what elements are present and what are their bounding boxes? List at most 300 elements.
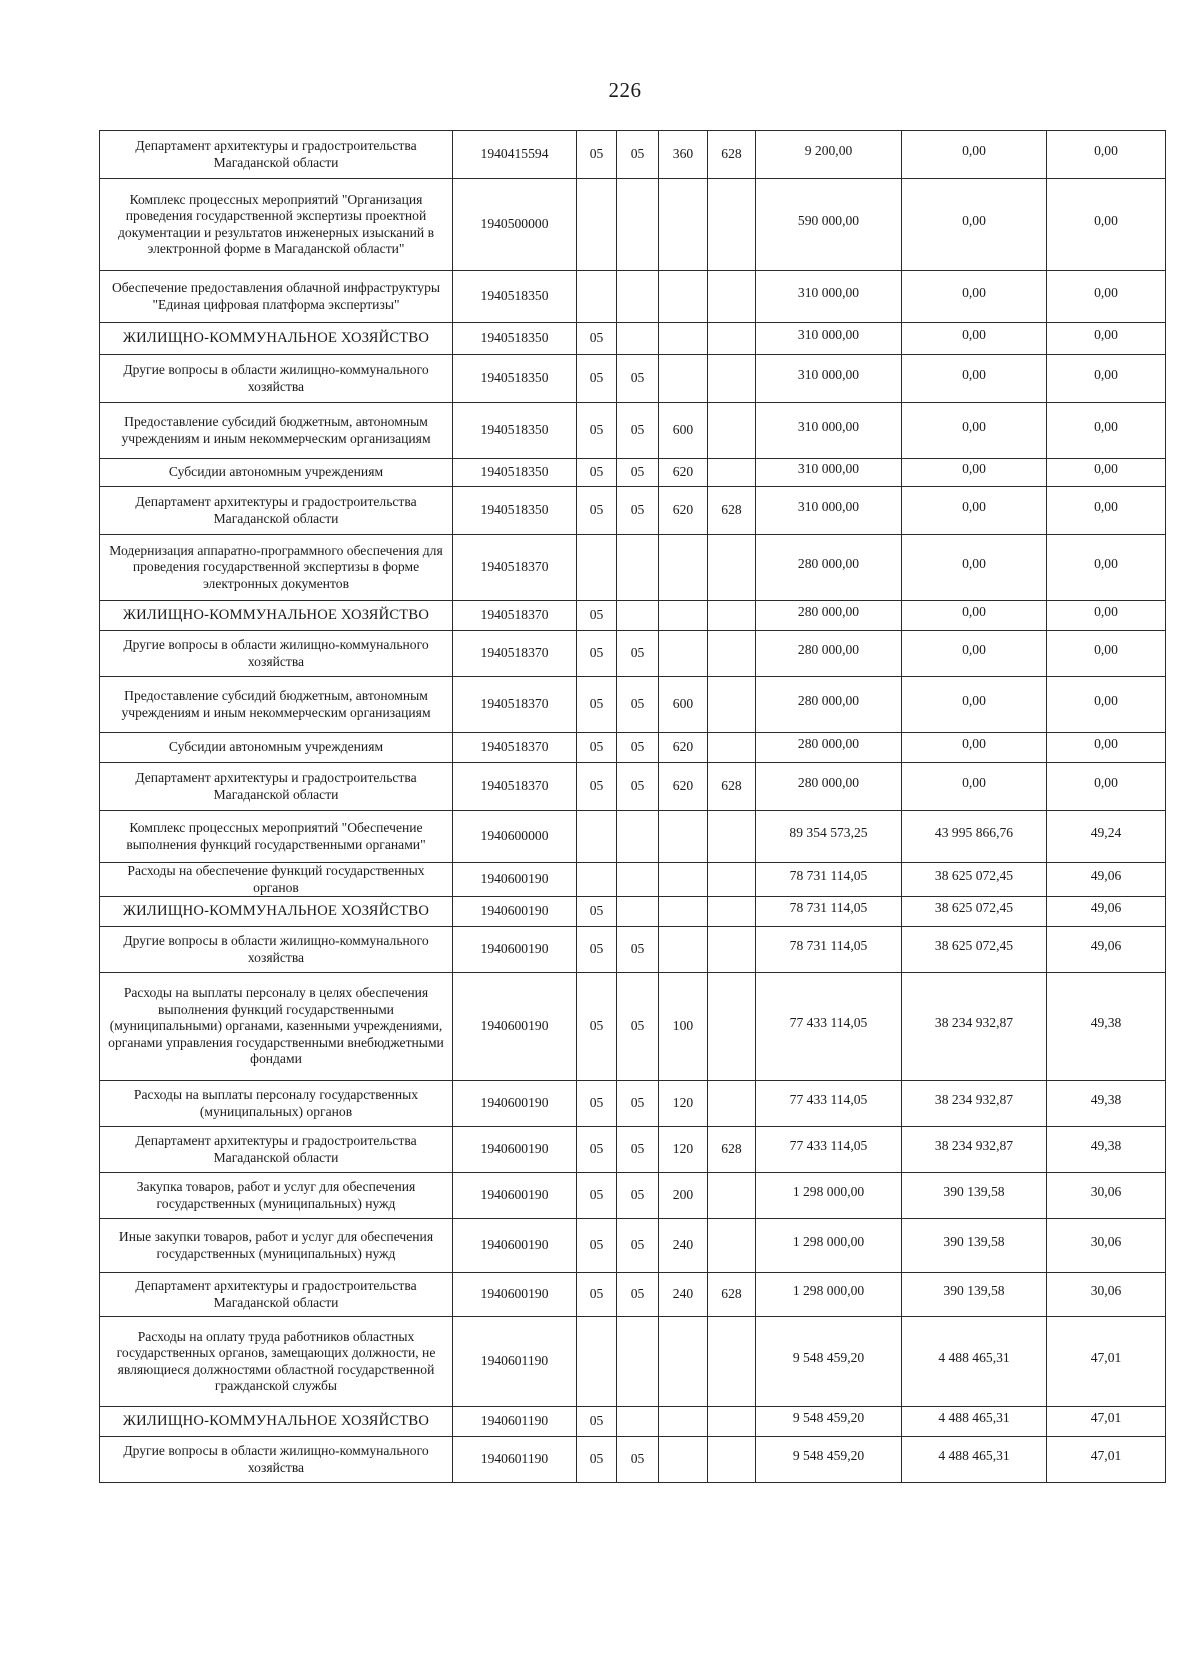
row-admin-code bbox=[708, 863, 756, 897]
row-executed-amount bbox=[902, 459, 1047, 487]
row-executed-amount-value: 43 995 866,76 bbox=[934, 825, 1014, 841]
row-target-code: 1940601190 bbox=[453, 1317, 577, 1407]
table-row bbox=[100, 487, 1166, 535]
row-target-code: 1940601190 bbox=[453, 1407, 577, 1437]
row-executed-amount-value: 0,00 bbox=[962, 556, 986, 572]
row-execution-percent bbox=[1047, 763, 1166, 811]
row-admin-code bbox=[708, 1173, 756, 1219]
row-executed-amount-value: 0,00 bbox=[962, 419, 986, 435]
row-executed-amount bbox=[902, 1173, 1047, 1219]
row-executed-amount-value: 0,00 bbox=[962, 693, 986, 709]
row-execution-percent-value: 49,38 bbox=[1090, 1092, 1122, 1108]
row-planned-amount-value: 590 000,00 bbox=[797, 213, 860, 229]
row-subsection bbox=[617, 1317, 659, 1407]
row-name: Департамент архитектуры и градостроительства Магаданской области bbox=[100, 763, 453, 811]
table-row bbox=[100, 1317, 1166, 1407]
row-execution-percent-value: 0,00 bbox=[1094, 461, 1118, 477]
row-executed-amount-value: 0,00 bbox=[962, 367, 986, 383]
row-admin-code bbox=[708, 1317, 756, 1407]
row-subsection bbox=[617, 271, 659, 323]
row-name: ЖИЛИЩНО-КОММУНАЛЬНОЕ ХОЗЯЙСТВО bbox=[100, 323, 453, 355]
row-admin-code bbox=[708, 677, 756, 733]
row-execution-percent bbox=[1047, 1081, 1166, 1127]
row-executed-amount bbox=[902, 927, 1047, 973]
row-execution-percent bbox=[1047, 1127, 1166, 1173]
budget-table bbox=[99, 130, 1166, 1483]
row-target-code: 1940518350 bbox=[453, 355, 577, 403]
row-subsection: 05 bbox=[617, 1127, 659, 1173]
row-expense-type: 120 bbox=[659, 1127, 708, 1173]
row-execution-percent-value: 49,38 bbox=[1090, 1138, 1122, 1154]
row-admin-code bbox=[708, 323, 756, 355]
row-target-code: 1940518370 bbox=[453, 535, 577, 601]
row-expense-type: 240 bbox=[659, 1219, 708, 1273]
row-executed-amount-value: 0,00 bbox=[962, 775, 986, 791]
row-planned-amount-value: 78 731 114,05 bbox=[789, 868, 868, 884]
row-planned-amount-value: 78 731 114,05 bbox=[789, 900, 868, 916]
row-name: Предоставление субсидий бюджетным, автономным учреждениям и иным некоммерческим организациям bbox=[100, 677, 453, 733]
row-execution-percent bbox=[1047, 271, 1166, 323]
row-subsection: 05 bbox=[617, 631, 659, 677]
row-planned-amount bbox=[756, 459, 902, 487]
row-executed-amount bbox=[902, 811, 1047, 863]
row-target-code: 1940600190 bbox=[453, 1127, 577, 1173]
row-name: Расходы на обеспечение функций государственных органов bbox=[100, 863, 453, 897]
row-execution-percent bbox=[1047, 179, 1166, 271]
row-target-code: 1940600190 bbox=[453, 973, 577, 1081]
row-execution-percent-value: 0,00 bbox=[1094, 556, 1118, 572]
row-executed-amount bbox=[902, 1219, 1047, 1273]
row-admin-code bbox=[708, 1437, 756, 1483]
row-subsection bbox=[617, 811, 659, 863]
row-section: 05 bbox=[577, 631, 617, 677]
row-target-code: 1940600190 bbox=[453, 1081, 577, 1127]
row-expense-type bbox=[659, 179, 708, 271]
row-section: 05 bbox=[577, 677, 617, 733]
row-admin-code bbox=[708, 459, 756, 487]
row-execution-percent-value: 0,00 bbox=[1094, 143, 1118, 159]
row-admin-code bbox=[708, 631, 756, 677]
row-executed-amount-value: 38 234 932,87 bbox=[934, 1092, 1014, 1108]
row-execution-percent-value: 30,06 bbox=[1090, 1184, 1122, 1200]
row-admin-code bbox=[708, 1081, 756, 1127]
row-execution-percent-value: 47,01 bbox=[1090, 1350, 1122, 1366]
row-target-code: 1940518350 bbox=[453, 487, 577, 535]
row-planned-amount bbox=[756, 763, 902, 811]
row-planned-amount-value: 280 000,00 bbox=[797, 736, 860, 752]
row-expense-type: 200 bbox=[659, 1173, 708, 1219]
table-body bbox=[100, 131, 1166, 1483]
table-row bbox=[100, 733, 1166, 763]
row-execution-percent-value: 47,01 bbox=[1090, 1410, 1122, 1426]
row-executed-amount-value: 0,00 bbox=[962, 285, 986, 301]
row-executed-amount-value: 38 625 072,45 bbox=[934, 900, 1014, 916]
row-name: Другие вопросы в области жилищно-коммунального хозяйства bbox=[100, 1437, 453, 1483]
row-executed-amount bbox=[902, 487, 1047, 535]
row-executed-amount bbox=[902, 1437, 1047, 1483]
row-planned-amount-value: 310 000,00 bbox=[797, 499, 860, 515]
row-execution-percent bbox=[1047, 733, 1166, 763]
row-planned-amount-value: 310 000,00 bbox=[797, 367, 860, 383]
row-name: Субсидии автономным учреждениям bbox=[100, 459, 453, 487]
row-planned-amount-value: 310 000,00 bbox=[797, 419, 860, 435]
table-row bbox=[100, 927, 1166, 973]
row-subsection: 05 bbox=[617, 1437, 659, 1483]
table-row bbox=[100, 811, 1166, 863]
table-row bbox=[100, 1407, 1166, 1437]
row-admin-code bbox=[708, 811, 756, 863]
row-admin-code bbox=[708, 535, 756, 601]
table-row bbox=[100, 271, 1166, 323]
row-executed-amount-value: 0,00 bbox=[962, 642, 986, 658]
row-planned-amount-value: 77 433 114,05 bbox=[789, 1015, 868, 1031]
row-admin-code: 628 bbox=[708, 1273, 756, 1317]
row-planned-amount bbox=[756, 863, 902, 897]
row-execution-percent-value: 0,00 bbox=[1094, 775, 1118, 791]
row-execution-percent-value: 49,06 bbox=[1090, 938, 1122, 954]
row-target-code: 1940518370 bbox=[453, 601, 577, 631]
row-executed-amount bbox=[902, 403, 1047, 459]
row-execution-percent bbox=[1047, 601, 1166, 631]
row-execution-percent-value: 0,00 bbox=[1094, 693, 1118, 709]
row-execution-percent-value: 0,00 bbox=[1094, 213, 1118, 229]
row-planned-amount-value: 1 298 000,00 bbox=[792, 1234, 865, 1250]
table-row bbox=[100, 1219, 1166, 1273]
row-target-code: 1940600190 bbox=[453, 927, 577, 973]
row-planned-amount bbox=[756, 631, 902, 677]
row-admin-code bbox=[708, 355, 756, 403]
row-target-code: 1940500000 bbox=[453, 179, 577, 271]
row-planned-amount-value: 280 000,00 bbox=[797, 693, 860, 709]
row-name: Департамент архитектуры и градостроительства Магаданской области bbox=[100, 1273, 453, 1317]
row-execution-percent-value: 0,00 bbox=[1094, 736, 1118, 752]
row-target-code: 1940600190 bbox=[453, 1273, 577, 1317]
row-execution-percent-value: 0,00 bbox=[1094, 642, 1118, 658]
row-execution-percent bbox=[1047, 897, 1166, 927]
row-executed-amount bbox=[902, 863, 1047, 897]
row-target-code: 1940518370 bbox=[453, 631, 577, 677]
row-planned-amount bbox=[756, 1173, 902, 1219]
row-admin-code bbox=[708, 733, 756, 763]
row-execution-percent bbox=[1047, 459, 1166, 487]
row-section bbox=[577, 1317, 617, 1407]
row-section: 05 bbox=[577, 1273, 617, 1317]
row-executed-amount bbox=[902, 733, 1047, 763]
table-row bbox=[100, 1081, 1166, 1127]
row-admin-code bbox=[708, 1407, 756, 1437]
row-section: 05 bbox=[577, 1437, 617, 1483]
row-execution-percent bbox=[1047, 487, 1166, 535]
row-planned-amount-value: 89 354 573,25 bbox=[789, 825, 868, 841]
row-admin-code bbox=[708, 1219, 756, 1273]
row-subsection: 05 bbox=[617, 733, 659, 763]
row-target-code: 1940600190 bbox=[453, 1173, 577, 1219]
row-execution-percent bbox=[1047, 355, 1166, 403]
row-planned-amount-value: 310 000,00 bbox=[797, 327, 860, 343]
row-execution-percent bbox=[1047, 631, 1166, 677]
row-planned-amount bbox=[756, 535, 902, 601]
row-execution-percent-value: 30,06 bbox=[1090, 1283, 1122, 1299]
table-row bbox=[100, 179, 1166, 271]
row-execution-percent-value: 0,00 bbox=[1094, 499, 1118, 515]
row-section: 05 bbox=[577, 323, 617, 355]
row-subsection bbox=[617, 897, 659, 927]
row-name: Департамент архитектуры и градостроительства Магаданской области bbox=[100, 487, 453, 535]
row-executed-amount bbox=[902, 1127, 1047, 1173]
row-planned-amount bbox=[756, 973, 902, 1081]
row-name: Департамент архитектуры и градостроительства Магаданской области bbox=[100, 1127, 453, 1173]
row-executed-amount bbox=[902, 897, 1047, 927]
row-executed-amount-value: 0,00 bbox=[962, 461, 986, 477]
row-section bbox=[577, 179, 617, 271]
row-subsection: 05 bbox=[617, 459, 659, 487]
row-executed-amount-value: 38 234 932,87 bbox=[934, 1138, 1014, 1154]
row-planned-amount bbox=[756, 1127, 902, 1173]
row-subsection bbox=[617, 323, 659, 355]
row-name: Департамент архитектуры и градостроительства Магаданской области bbox=[100, 131, 453, 179]
row-section: 05 bbox=[577, 1081, 617, 1127]
row-planned-amount bbox=[756, 1407, 902, 1437]
row-name: Расходы на оплату труда работников областных государственных органов, замещающих должности, не являющиеся должностями областной государственной гражданской службы bbox=[100, 1317, 453, 1407]
row-expense-type bbox=[659, 271, 708, 323]
row-admin-code bbox=[708, 271, 756, 323]
row-admin-code: 628 bbox=[708, 1127, 756, 1173]
table-row bbox=[100, 1273, 1166, 1317]
row-planned-amount bbox=[756, 927, 902, 973]
row-executed-amount bbox=[902, 271, 1047, 323]
row-executed-amount-value: 4 488 465,31 bbox=[938, 1448, 1010, 1464]
row-section: 05 bbox=[577, 973, 617, 1081]
row-planned-amount-value: 1 298 000,00 bbox=[792, 1184, 865, 1200]
row-planned-amount bbox=[756, 131, 902, 179]
row-expense-type bbox=[659, 1407, 708, 1437]
row-planned-amount-value: 310 000,00 bbox=[797, 461, 860, 477]
table-row bbox=[100, 131, 1166, 179]
row-executed-amount bbox=[902, 763, 1047, 811]
row-executed-amount-value: 38 625 072,45 bbox=[934, 938, 1014, 954]
row-execution-percent-value: 30,06 bbox=[1090, 1234, 1122, 1250]
row-execution-percent bbox=[1047, 403, 1166, 459]
row-section bbox=[577, 863, 617, 897]
row-planned-amount bbox=[756, 1273, 902, 1317]
row-executed-amount bbox=[902, 355, 1047, 403]
table-row bbox=[100, 973, 1166, 1081]
row-expense-type bbox=[659, 863, 708, 897]
row-target-code: 1940518350 bbox=[453, 323, 577, 355]
row-target-code: 1940600000 bbox=[453, 811, 577, 863]
row-section: 05 bbox=[577, 897, 617, 927]
row-planned-amount-value: 1 298 000,00 bbox=[792, 1283, 865, 1299]
row-section bbox=[577, 811, 617, 863]
row-name: Субсидии автономным учреждениям bbox=[100, 733, 453, 763]
page-number: 226 bbox=[608, 78, 642, 102]
row-execution-percent-value: 0,00 bbox=[1094, 419, 1118, 435]
table-row bbox=[100, 355, 1166, 403]
table-row bbox=[100, 1127, 1166, 1173]
table-row bbox=[100, 459, 1166, 487]
row-name: ЖИЛИЩНО-КОММУНАЛЬНОЕ ХОЗЯЙСТВО bbox=[100, 897, 453, 927]
row-execution-percent bbox=[1047, 811, 1166, 863]
row-section: 05 bbox=[577, 601, 617, 631]
row-expense-type bbox=[659, 897, 708, 927]
row-section: 05 bbox=[577, 487, 617, 535]
row-expense-type bbox=[659, 323, 708, 355]
row-executed-amount-value: 38 234 932,87 bbox=[934, 1015, 1014, 1031]
row-subsection: 05 bbox=[617, 403, 659, 459]
row-subsection: 05 bbox=[617, 677, 659, 733]
row-planned-amount-value: 280 000,00 bbox=[797, 556, 860, 572]
row-execution-percent bbox=[1047, 131, 1166, 179]
table-row bbox=[100, 601, 1166, 631]
row-section: 05 bbox=[577, 763, 617, 811]
row-name: Другие вопросы в области жилищно-коммунального хозяйства bbox=[100, 355, 453, 403]
row-target-code: 1940600190 bbox=[453, 1219, 577, 1273]
row-subsection: 05 bbox=[617, 1173, 659, 1219]
row-executed-amount bbox=[902, 131, 1047, 179]
row-target-code: 1940518370 bbox=[453, 677, 577, 733]
row-target-code: 1940518350 bbox=[453, 459, 577, 487]
row-executed-amount-value: 0,00 bbox=[962, 213, 986, 229]
row-planned-amount-value: 280 000,00 bbox=[797, 642, 860, 658]
row-executed-amount-value: 38 625 072,45 bbox=[934, 868, 1014, 884]
row-expense-type: 360 bbox=[659, 131, 708, 179]
row-planned-amount bbox=[756, 1317, 902, 1407]
table-row bbox=[100, 863, 1166, 897]
row-admin-code bbox=[708, 927, 756, 973]
row-execution-percent bbox=[1047, 863, 1166, 897]
row-planned-amount bbox=[756, 811, 902, 863]
row-executed-amount bbox=[902, 1317, 1047, 1407]
table-row bbox=[100, 1173, 1166, 1219]
row-admin-code bbox=[708, 973, 756, 1081]
row-subsection: 05 bbox=[617, 1081, 659, 1127]
row-admin-code bbox=[708, 179, 756, 271]
row-execution-percent bbox=[1047, 927, 1166, 973]
table-row bbox=[100, 403, 1166, 459]
row-expense-type bbox=[659, 811, 708, 863]
row-target-code: 1940518350 bbox=[453, 403, 577, 459]
row-executed-amount bbox=[902, 1081, 1047, 1127]
row-executed-amount-value: 0,00 bbox=[962, 143, 986, 159]
row-target-code: 1940415594 bbox=[453, 131, 577, 179]
row-admin-code bbox=[708, 601, 756, 631]
row-execution-percent bbox=[1047, 1273, 1166, 1317]
row-expense-type: 120 bbox=[659, 1081, 708, 1127]
row-subsection: 05 bbox=[617, 487, 659, 535]
row-planned-amount bbox=[756, 271, 902, 323]
row-planned-amount-value: 77 433 114,05 bbox=[789, 1138, 868, 1154]
row-planned-amount-value: 78 731 114,05 bbox=[789, 938, 868, 954]
row-execution-percent-value: 49,38 bbox=[1090, 1015, 1122, 1031]
row-section: 05 bbox=[577, 1127, 617, 1173]
row-planned-amount-value: 9 548 459,20 bbox=[792, 1448, 865, 1464]
row-executed-amount bbox=[902, 1407, 1047, 1437]
row-subsection bbox=[617, 1407, 659, 1437]
row-execution-percent-value: 49,24 bbox=[1090, 825, 1122, 841]
row-execution-percent-value: 0,00 bbox=[1094, 367, 1118, 383]
row-expense-type bbox=[659, 1437, 708, 1483]
row-execution-percent bbox=[1047, 535, 1166, 601]
row-executed-amount bbox=[902, 179, 1047, 271]
row-subsection: 05 bbox=[617, 355, 659, 403]
row-executed-amount-value: 390 139,58 bbox=[943, 1234, 1005, 1250]
row-expense-type bbox=[659, 1317, 708, 1407]
table-row bbox=[100, 323, 1166, 355]
row-planned-amount-value: 280 000,00 bbox=[797, 604, 860, 620]
row-executed-amount bbox=[902, 535, 1047, 601]
row-admin-code: 628 bbox=[708, 487, 756, 535]
row-executed-amount bbox=[902, 323, 1047, 355]
row-name: ЖИЛИЩНО-КОММУНАЛЬНОЕ ХОЗЯЙСТВО bbox=[100, 1407, 453, 1437]
row-admin-code bbox=[708, 403, 756, 459]
table-row bbox=[100, 763, 1166, 811]
row-executed-amount-value: 390 139,58 bbox=[943, 1184, 1005, 1200]
row-planned-amount bbox=[756, 1081, 902, 1127]
row-subsection: 05 bbox=[617, 1273, 659, 1317]
table-row bbox=[100, 535, 1166, 601]
row-name: Расходы на выплаты персоналу государственных (муниципальных) органов bbox=[100, 1081, 453, 1127]
row-executed-amount bbox=[902, 1273, 1047, 1317]
row-executed-amount-value: 4 488 465,31 bbox=[938, 1350, 1010, 1366]
row-expense-type: 620 bbox=[659, 459, 708, 487]
row-planned-amount-value: 9 548 459,20 bbox=[792, 1410, 865, 1426]
row-expense-type: 620 bbox=[659, 763, 708, 811]
row-name: Иные закупки товаров, работ и услуг для обеспечения государственных (муниципальных) нужд bbox=[100, 1219, 453, 1273]
row-target-code: 1940600190 bbox=[453, 863, 577, 897]
row-planned-amount bbox=[756, 487, 902, 535]
row-name: Комплекс процессных мероприятий "Обеспечение выполнения функций государственными органами" bbox=[100, 811, 453, 863]
row-expense-type: 600 bbox=[659, 677, 708, 733]
row-executed-amount bbox=[902, 601, 1047, 631]
row-planned-amount-value: 9 548 459,20 bbox=[792, 1350, 865, 1366]
row-execution-percent bbox=[1047, 1407, 1166, 1437]
row-planned-amount bbox=[756, 601, 902, 631]
row-target-code: 1940600190 bbox=[453, 897, 577, 927]
table-row bbox=[100, 677, 1166, 733]
row-target-code: 1940518370 bbox=[453, 763, 577, 811]
row-subsection bbox=[617, 863, 659, 897]
row-subsection bbox=[617, 179, 659, 271]
row-section: 05 bbox=[577, 927, 617, 973]
row-expense-type: 620 bbox=[659, 733, 708, 763]
row-executed-amount-value: 390 139,58 bbox=[943, 1283, 1005, 1299]
row-execution-percent bbox=[1047, 1219, 1166, 1273]
row-name: Расходы на выплаты персоналу в целях обеспечения выполнения функций государственными (муниципальными) органами, казенными учреждениями, органами управления государственными внебюджетными фондами bbox=[100, 973, 453, 1081]
row-subsection: 05 bbox=[617, 131, 659, 179]
row-subsection: 05 bbox=[617, 1219, 659, 1273]
table-row bbox=[100, 897, 1166, 927]
row-execution-percent bbox=[1047, 677, 1166, 733]
row-expense-type bbox=[659, 535, 708, 601]
row-section: 05 bbox=[577, 1407, 617, 1437]
row-section: 05 bbox=[577, 1173, 617, 1219]
row-planned-amount bbox=[756, 677, 902, 733]
row-executed-amount-value: 0,00 bbox=[962, 604, 986, 620]
row-name: Предоставление субсидий бюджетным, автономным учреждениям и иным некоммерческим организациям bbox=[100, 403, 453, 459]
row-section bbox=[577, 271, 617, 323]
row-name: Другие вопросы в области жилищно-коммунального хозяйства bbox=[100, 631, 453, 677]
row-expense-type: 100 bbox=[659, 973, 708, 1081]
row-admin-code bbox=[708, 897, 756, 927]
row-admin-code: 628 bbox=[708, 763, 756, 811]
row-planned-amount bbox=[756, 1437, 902, 1483]
row-planned-amount bbox=[756, 403, 902, 459]
table-row bbox=[100, 1437, 1166, 1483]
row-name: Модернизация аппаратно-программного обеспечения для проведения государственной экспертизы в форме электронных документов bbox=[100, 535, 453, 601]
row-planned-amount-value: 77 433 114,05 bbox=[789, 1092, 868, 1108]
row-expense-type bbox=[659, 631, 708, 677]
row-expense-type: 620 bbox=[659, 487, 708, 535]
